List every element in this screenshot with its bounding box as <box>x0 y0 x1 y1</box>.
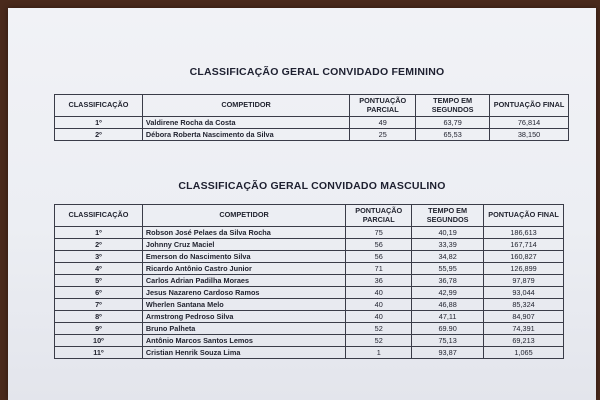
header-pontuacao-final: PONTUAÇÃO FINAL <box>484 205 564 227</box>
final-score-cell: 38,150 <box>490 129 569 141</box>
partial-score-cell: 75 <box>346 227 412 239</box>
competitor-cell: Ricardo Antônio Castro Junior <box>142 263 345 275</box>
partial-score-cell: 52 <box>346 335 412 347</box>
time-cell: 63,79 <box>416 117 490 129</box>
final-score-cell: 167,714 <box>484 239 564 251</box>
partial-score-cell: 25 <box>350 129 416 141</box>
time-cell: 34,82 <box>412 251 484 263</box>
final-score-cell: 97,879 <box>484 275 564 287</box>
competitor-cell: Wherlen Santana Melo <box>142 299 345 311</box>
competitor-cell: Armstrong Pedroso Silva <box>142 311 345 323</box>
female-ranking-title: CLASSIFICAÇÃO GERAL CONVIDADO FEMININO <box>189 66 445 78</box>
table-row <box>55 251 564 263</box>
table-row <box>55 335 564 347</box>
time-cell: 47,11 <box>412 311 484 323</box>
table-row <box>55 117 569 129</box>
partial-score-cell: 1 <box>346 347 412 359</box>
table-row <box>55 129 569 141</box>
final-score-cell: 160,827 <box>484 251 564 263</box>
position-cell: 5º <box>55 275 143 287</box>
header-competidor: COMPETIDOR <box>142 205 345 227</box>
final-score-cell: 1,065 <box>484 347 564 359</box>
partial-score-cell: 52 <box>346 323 412 335</box>
partial-score-cell: 56 <box>346 251 412 263</box>
time-cell: 36,78 <box>412 275 484 287</box>
time-cell: 65,53 <box>416 129 490 141</box>
competitor-cell: Antônio Marcos Santos Lemos <box>142 335 345 347</box>
final-score-cell: 93,044 <box>484 287 564 299</box>
final-score-cell: 85,324 <box>484 299 564 311</box>
position-cell: 11º <box>55 347 143 359</box>
position-cell: 10º <box>55 335 143 347</box>
competitor-cell: Robson José Pelaes da Silva Rocha <box>142 227 345 239</box>
table-row <box>55 275 564 287</box>
table-header-row <box>55 95 569 117</box>
time-cell: 55,95 <box>412 263 484 275</box>
header-tempo: TEMPO EM SEGUNDOS <box>412 205 484 227</box>
partial-score-cell: 71 <box>346 263 412 275</box>
position-cell: 1º <box>55 227 143 239</box>
partial-score-cell: 56 <box>346 239 412 251</box>
competitor-cell: Johnny Cruz Maciel <box>142 239 345 251</box>
competitor-cell: Cristian Henrik Souza Lima <box>142 347 345 359</box>
competitor-cell: Débora Roberta Nascimento da Silva <box>142 129 349 141</box>
table-row <box>55 227 564 239</box>
time-cell: 93,87 <box>412 347 484 359</box>
time-cell: 40,19 <box>412 227 484 239</box>
competitor-cell: Jesus Nazareno Cardoso Ramos <box>142 287 345 299</box>
final-score-cell: 126,899 <box>484 263 564 275</box>
time-cell: 75,13 <box>412 335 484 347</box>
male-ranking-table <box>54 204 564 359</box>
position-cell: 1º <box>55 117 143 129</box>
table-row <box>55 263 564 275</box>
partial-score-cell: 36 <box>346 275 412 287</box>
table-row <box>55 347 564 359</box>
position-cell: 2º <box>55 129 143 141</box>
header-pontuacao-parcial: PONTUAÇÃO PARCIAL <box>346 205 412 227</box>
position-cell: 8º <box>55 311 143 323</box>
female-ranking-table <box>54 94 569 141</box>
header-competidor: COMPETIDOR <box>142 95 349 117</box>
document-page <box>8 8 596 400</box>
time-cell: 46,88 <box>412 299 484 311</box>
competitor-cell: Valdirene Rocha da Costa <box>142 117 349 129</box>
header-classificacao: CLASSIFICAÇÃO <box>55 95 143 117</box>
position-cell: 2º <box>55 239 143 251</box>
position-cell: 6º <box>55 287 143 299</box>
header-pontuacao-final: PONTUAÇÃO FINAL <box>490 95 569 117</box>
position-cell: 7º <box>55 299 143 311</box>
position-cell: 4º <box>55 263 143 275</box>
table-row <box>55 299 564 311</box>
table-row <box>55 311 564 323</box>
final-score-cell: 84,907 <box>484 311 564 323</box>
partial-score-cell: 49 <box>350 117 416 129</box>
time-cell: 33,39 <box>412 239 484 251</box>
final-score-cell: 74,391 <box>484 323 564 335</box>
partial-score-cell: 40 <box>346 311 412 323</box>
table-header-row <box>55 205 564 227</box>
competitor-cell: Carlos Adrian Padilha Moraes <box>142 275 345 287</box>
male-ranking-title: CLASSIFICAÇÃO GERAL CONVIDADO MASCULINO <box>178 180 446 192</box>
partial-score-cell: 40 <box>346 287 412 299</box>
time-cell: 69.90 <box>412 323 484 335</box>
header-tempo: TEMPO EM SEGUNDOS <box>416 95 490 117</box>
table-row <box>55 287 564 299</box>
header-pontuacao-parcial: PONTUAÇÃO PARCIAL <box>350 95 416 117</box>
final-score-cell: 69,213 <box>484 335 564 347</box>
table-row <box>55 323 564 335</box>
time-cell: 42,99 <box>412 287 484 299</box>
partial-score-cell: 40 <box>346 299 412 311</box>
header-classificacao: CLASSIFICAÇÃO <box>55 205 143 227</box>
final-score-cell: 186,613 <box>484 227 564 239</box>
final-score-cell: 76,814 <box>490 117 569 129</box>
table-row <box>55 239 564 251</box>
position-cell: 3º <box>55 251 143 263</box>
competitor-cell: Bruno Palheta <box>142 323 345 335</box>
position-cell: 9º <box>55 323 143 335</box>
competitor-cell: Emerson do Nascimento Silva <box>142 251 345 263</box>
